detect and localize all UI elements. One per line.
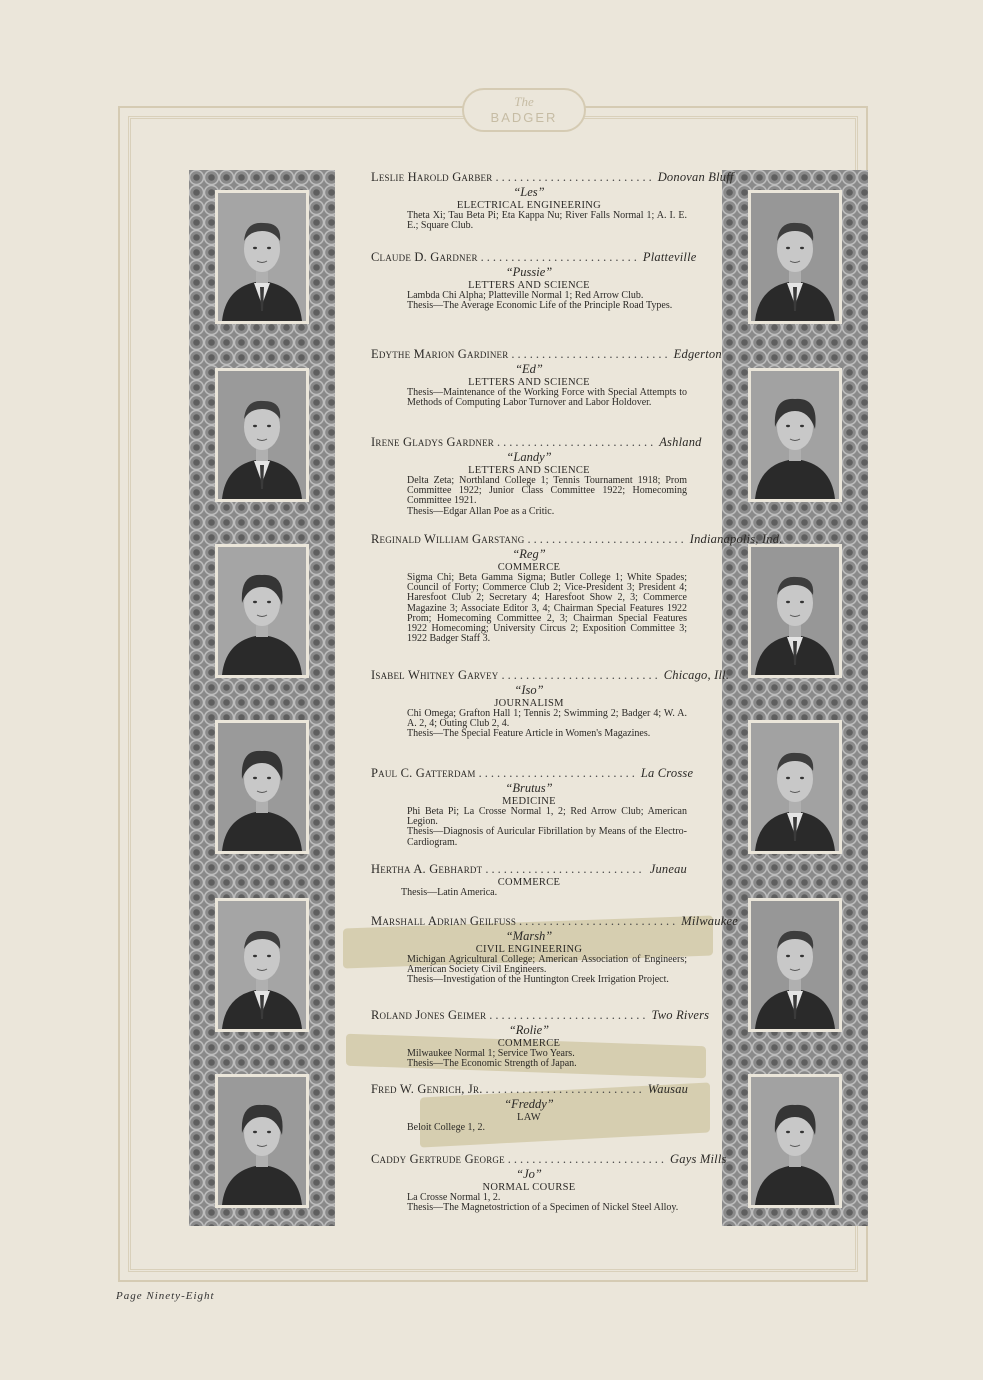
student-course: NORMAL COURSE [482,1182,576,1193]
student-nickname: “Ed” [515,362,543,376]
name-line [371,1152,727,1167]
leader-dots: .......................... [527,532,687,546]
portrait-column-left [189,170,335,1226]
detail-line: Beloit College 1, 2. [407,1122,486,1133]
student-course: COMMERCE [497,877,561,888]
student-name: Roland Jones Geimer [371,1008,487,1022]
student-entry [371,668,730,740]
student-nickname: “Freddy” [504,1097,554,1111]
student-nickname: “Brutus” [505,781,553,795]
student-details [371,1123,687,1133]
student-details [371,476,687,517]
student-details [371,955,687,986]
student-course: LETTERS AND SCIENCE [468,377,590,388]
student-portrait [748,368,842,502]
student-course: LAW [517,1112,541,1123]
name-line [371,862,687,877]
detail-line: Michigan Agricultural College; American Association of Engineers; American Society Civil Engineers. [407,954,687,976]
student-details [371,573,687,644]
leader-dots: .......................... [480,250,640,264]
student-name: Caddy Gertrude George [371,1152,505,1166]
student-name: Reginald William Garstang [371,532,525,546]
student-hometown: Two Rivers [651,1008,710,1022]
crest-badger-text: BADGER [490,110,558,125]
student-portrait [215,1074,309,1208]
detail-line: Phi Beta Pi; La Crosse Normal 1, 2; Red Arrow Club; American Legion. [407,806,687,828]
student-course: ELECTRICAL ENGINEERING [456,200,602,211]
name-line [371,1082,687,1097]
student-details [371,291,687,311]
student-entry [371,1008,710,1070]
student-course: LETTERS AND SCIENCE [468,465,590,476]
detail-line: Thesis—The Magnetostriction of a Specimen of Nickel Steel Alloy. [407,1202,679,1214]
student-nickname: “Les” [513,185,545,199]
student-course: CIVIL ENGINEERING [475,944,583,955]
student-entry [371,170,734,232]
leader-dots: .......................... [507,1152,668,1166]
detail-line: Thesis—Edgar Allan Poe as a Critic. [407,505,555,517]
student-portrait [215,544,309,678]
student-entry [371,347,722,409]
student-name: Isabel Whitney Garvey [371,668,499,682]
student-nickname: “Reg” [512,547,546,561]
detail-line: Thesis—Latin America. [401,887,498,898]
badger-crest-logo [462,88,586,132]
student-course: COMMERCE [497,562,561,573]
student-details [371,709,687,740]
leader-dots: .......................... [501,668,661,682]
student-nickname: “Marsh” [505,929,553,943]
detail-line: Lambda Chi Alpha; Platteville Normal 1; Red Arrow Club. [407,290,644,301]
student-portrait [748,190,842,324]
detail-line: Chi Omega; Grafton Hall 1; Tennis 2; Swimming 2; Badger 4; W. A. A. 2, 4; Outing Club 2, 4. [407,708,687,730]
student-hometown: Donovan Bluff [657,170,734,184]
leader-dots: .......................... [519,914,679,928]
student-portrait [215,720,309,854]
student-nickname: “Pussie” [505,265,553,279]
student-portrait [748,898,842,1032]
student-entry [371,914,738,986]
student-portrait [215,898,309,1032]
student-portrait [748,1074,842,1208]
detail-line: Theta Xi; Tau Beta Pi; Eta Kappa Nu; River Falls Normal 1; A. I. E. E.; Square Club. [407,210,687,232]
detail-line: Thesis—Investigation of the Huntington Creek Irrigation Project. [407,974,669,986]
student-portrait [748,544,842,678]
detail-line: La Crosse Normal 1, 2. [407,1192,501,1203]
student-details [371,388,687,408]
detail-line: Milwaukee Normal 1; Service Two Years. [407,1048,575,1059]
crest-the-text: The [514,94,534,109]
student-details [371,1193,687,1213]
student-nickname: “Landy” [506,450,552,464]
student-hometown: Wausau [647,1082,689,1096]
student-hometown: Ashland [659,435,702,449]
student-name: Marshall Adrian Geilfuss [371,914,517,928]
student-nickname: “Iso” [514,683,544,697]
page-number: Page Ninety-Eight [116,1290,215,1302]
student-portrait [215,368,309,502]
student-nickname: “Jo” [516,1167,542,1181]
student-nickname: “Rolie” [508,1023,550,1037]
detail-line: Thesis—Diagnosis of Auricular Fibrillation by Means of the Electro-Cardiogram. [407,826,687,848]
leader-dots: .......................... [496,435,657,449]
student-name: Fred W. Genrich, Jr. [371,1082,483,1096]
student-name: Edythe Marion Gardiner [371,347,509,361]
leader-dots: .......................... [485,862,645,876]
name-line [371,532,783,547]
detail-line: Thesis—The Economic Strength of Japan. [407,1058,577,1070]
student-course: JOURNALISM [494,698,564,709]
student-hometown: Gays Mills [670,1152,727,1166]
student-details [371,807,687,848]
name-line [371,347,722,362]
detail-line: Sigma Chi; Beta Gamma Sigma; Butler College 1; White Spades; Council of Forty; Commerce Club 2; Vice-President 3; President 4; Haresfoot Club 2; Secretary 4; Haresfoot Show 2, 3; Commerce Magazine 3; Associate Editor 3, 4; Chairman Special Features 1922 Prom; Homecoming Committee 2, 3; Chairman Special Features 1922 Homecoming; University Circus 2; Exposition Committee 3; 1922 Badger Staff 3. [407,572,687,645]
student-portrait [215,190,309,324]
student-portrait [748,720,842,854]
student-hometown: Platteville [642,250,697,264]
student-entry [371,250,697,312]
student-hometown: Indianapolis, Ind. [689,532,783,546]
student-details [371,211,687,231]
student-name: Claude D. Gardner [371,250,478,264]
leader-dots: .......................... [485,1082,645,1096]
student-name: Paul C. Gatterdam [371,766,476,780]
student-hometown: Milwaukee [681,914,738,928]
student-name: Hertha A. Gebhardt [371,862,483,876]
student-hometown: Edgerton [673,347,722,361]
student-entry [371,532,783,645]
student-entry [371,766,694,848]
detail-line: Thesis—The Average Economic Life of the Principle Road Types. [407,300,673,312]
name-line [371,914,738,929]
student-name: Leslie Harold Garber [371,170,493,184]
student-name: Irene Gladys Gardner [371,435,494,449]
student-hometown: La Crosse [640,766,694,780]
student-details [371,888,687,898]
name-line [371,170,734,185]
student-hometown: Juneau [649,862,687,876]
leader-dots: .......................... [495,170,655,184]
detail-line: Delta Zeta; Northland College 1; Tennis Tournament 1918; Prom Committee 1922; Junior Class Committee 1922; Homecoming Committee 1921. [407,475,687,507]
leader-dots: .......................... [478,766,638,780]
detail-line: Thesis—The Special Feature Article in Women's Magazines. [407,728,651,740]
student-details [371,1049,687,1069]
student-entry [371,862,687,898]
student-entry [371,435,702,517]
leader-dots: .......................... [511,347,671,361]
name-line [371,1008,710,1023]
portrait-column-right [722,170,868,1226]
name-line [371,435,702,450]
student-course: COMMERCE [497,1038,561,1049]
leader-dots: .......................... [489,1008,649,1022]
name-line [371,766,694,781]
name-line [371,668,730,683]
detail-line: Thesis—Maintenance of the Working Force with Special Attempts to Methods of Computing Labor Turnover and Labor Holdover. [407,387,687,409]
name-line [371,250,697,265]
student-entry [371,1082,687,1133]
student-hometown: Chicago, Ill. [663,668,730,682]
student-course: LETTERS AND SCIENCE [468,280,590,291]
student-course: MEDICINE [502,796,556,807]
student-entry [371,1152,727,1214]
